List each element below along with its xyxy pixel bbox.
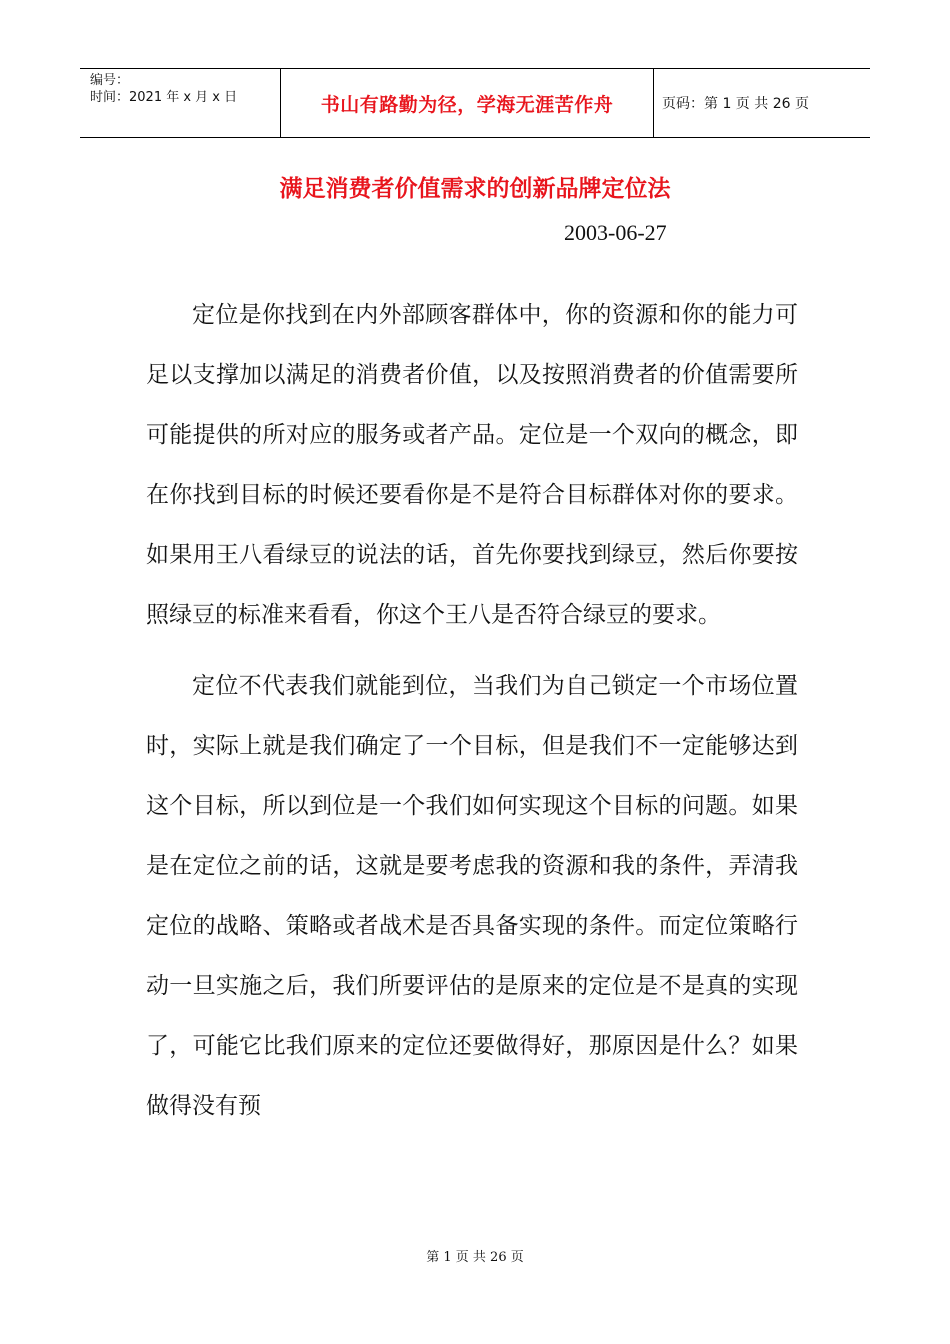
header-page-info: 页码：第 1 页 共 26 页	[662, 96, 809, 112]
document-date-label: 时间：2021 年 x 月 x 日	[90, 90, 238, 105]
header-motto: 书山有路勤为径，学海无涯苦作舟	[280, 69, 654, 137]
document-number-label: 编号：	[90, 73, 130, 88]
paragraph: 定位是你找到在内外部顾客群体中，你的资源和你的能力可足以支撑加以满足的消费者价值，以及按照消费者的价值需要所可能提供的所对应的服务或者产品。定位是一个双向的概念，即在你找到目标的时候还要看你是不是符合目标群体对你的要求。如果用王八看绿豆的说法的话，首先你要找到绿豆，然后你要按照绿豆的标准来看看，你这个王八是否符合绿豆的要求。	[146, 302, 798, 628]
page-header	[80, 68, 870, 138]
header-meta	[80, 69, 280, 137]
page-footer: 第 1 页 共 26 页	[426, 1250, 524, 1265]
document-title: 满足消费者价值需求的创新品牌定位法	[279, 176, 671, 202]
paragraph: 定位不代表我们就能到位，当我们为自己锁定一个市场位置时，实际上就是我们确定了一个目标，但是我们不一定能够达到这个目标，所以到位是一个我们如何实现这个目标的问题。如果是在定位之前的话，这就是要考虑我的资源和我的条件，弄清我定位的战略、策略或者战术是否具备实现的条件。而定位策略行动一旦实施之后，我们所要评估的是原来的定位是不是真的实现了，可能它比我们原来的定位还要做得好，那原因是什么？如果做得没有预	[146, 673, 798, 1119]
document-body	[146, 285, 798, 1147]
document-date: 2003-06-27	[564, 220, 667, 245]
